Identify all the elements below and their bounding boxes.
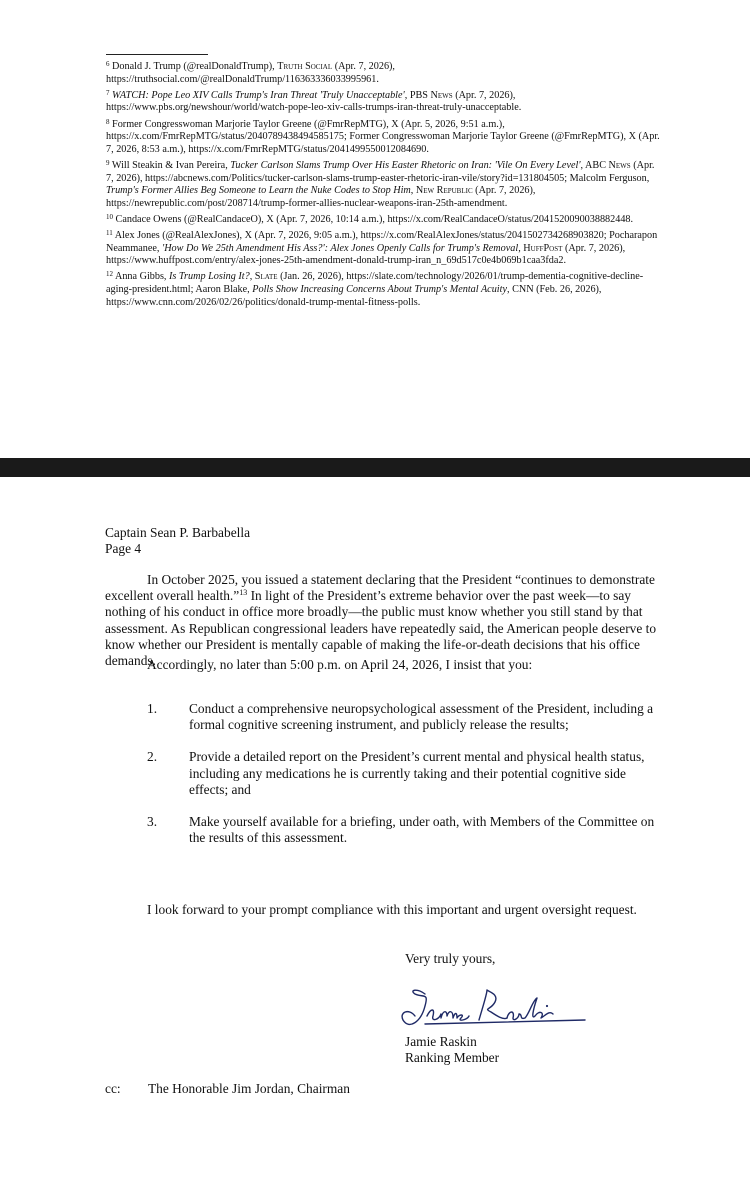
body-paragraph-1: In October 2025, you issued a statement declaring that the President “continues to demonstrate excellent overall health.”$^{13}$ In light of the President’s extreme behavior over the past week—to say nothing of his conduct in office more broadly—the public must know whether you still stand by that assessment. As Republican congressional leaders have repeatedly said, the American people deserve to know whether our President is mentally capable of making the life-or-death decisions that his office demands. [105, 572, 657, 669]
list-item-number: 2. [147, 749, 158, 765]
cc-label: cc: [105, 1081, 121, 1096]
cc-recipient: The Honorable Jim Jordan, Chairman [148, 1081, 350, 1096]
footnotes [106, 61, 661, 313]
list-item [105, 749, 658, 798]
footnote-divider [106, 54, 208, 55]
closing: Very truly yours, [405, 951, 496, 966]
signature [395, 980, 590, 1032]
footnote-6: $^6$ Donald J. Trump (@realDonaldTrump), Truth Social (Apr. 7, 2026), https://truthsocial.com/@realDonaldTrump/116363336033995961. [106, 60, 395, 85]
signer-title: Ranking Member [405, 1050, 500, 1065]
footnote-ref-13: 13 [239, 588, 248, 598]
list-item-text: Provide a detailed report on the President’s current mental and physical health status, including any medications he is currently taking and their potential cognitive side effects; and [189, 749, 645, 797]
footnote-11: $^{11}$ Alex Jones (@RealAlexJones), X (Apr. 7, 2026, 9:05 a.m.), https://x.com/RealAlexJones/status/2041502734268903820; Pocharapon Neammanee, 'How Do We 25th Amendment His Ass?': Alex Jones Openly Calls for Trump's Removal, HuffPost (Apr. 7, 2026), https://www.huffpost.com/entry/alex-jones-25th-amendment-donald-trump-iran_n_69d517c0e4b069b1caa3fda2. [106, 229, 658, 267]
page-divider [0, 458, 750, 477]
list-item [105, 701, 658, 733]
footnote-7: $^7$ WATCH: Pope Leo XIV Calls Trump's Iran Threat 'Truly Unacceptable', PBS News (Apr. 7, 2026), https://www.pbs.org/newshour/world/watch-pope-leo-xiv-calls-trumps-iran-threat-truly-unacceptable. [106, 88, 522, 114]
list-item-text: Conduct a comprehensive neuropsychological assessment of the President, including a formal cognitive screening instrument, and publicly release the results; [189, 701, 654, 733]
body-paragraph-3: I look forward to your prompt compliance with this important and urgent oversight request. [147, 902, 637, 917]
list-item-number: 3. [147, 814, 158, 830]
signer-name: Jamie Raskin [405, 1034, 477, 1049]
footnote-10: $^{10}$ Candace Owens (@RealCandaceO), X (Apr. 7, 2026, 10:14 a.m.), https://x.com/RealCandaceO/status/2041520090038882448. [106, 212, 634, 225]
list-item [105, 814, 658, 846]
page-header [105, 525, 250, 557]
request-list [105, 701, 658, 862]
document-page-top [0, 0, 750, 458]
footnote-12: $^{12}$ Anna Gibbs, Is Trump Losing It?, Slate (Jan. 26, 2026), https://slate.com/technology/2026/01/trump-dementia-cognitive-decline-aging-president.html; Aaron Blake, Polls Show Increasing Concerns About Trump's Mental Acuity, CNN (Feb. 26, 2026), https://www.cnn.com/2026/02/26/politics/donald-trump-mental-fitness-polls. [106, 270, 644, 308]
footnote-8: $^8$ Former Congresswoman Marjorie Taylor Greene (@FmrRepMTG), X (Apr. 5, 2026, 9:51 a.m.), https://x.com/FmrRepMTG/status/2040789438494585175; Former Congresswoman Marjorie Taylor Greene (@FmrRepMTG), X (Apr. 7, 2026, 8:53 a.m.), https://x.com/FmrRepMTG/status/2041499550012084690. [106, 117, 660, 155]
page-number: Page 4 [105, 541, 142, 556]
signer-block [405, 1034, 499, 1066]
list-item-number: 1. [147, 701, 158, 716]
body-paragraph-2: Accordingly, no later than 5:00 p.m. on April 24, 2026, I insist that you: [147, 657, 533, 672]
list-item-text: Make yourself available for a briefing, under oath, with Members of the Committee on the results of this assessment. [189, 814, 655, 846]
recipient-name: Captain Sean P. Barbabella [105, 525, 251, 540]
footnote-9: $^9$ Will Steakin & Ivan Pereira, Tucker Carlson Slams Trump Over His Easter Rhetoric on Iran: 'Vile On Every Level', ABC News (Apr. 7, 2026), https://abcnews.com/Politics/tucker-carlson-slams-trump-easter-rhetoric-iran-vile/story?id=131804505; Malcolm Ferguson, Trump's Former Allies Beg Someone to Learn the Nuke Codes to Stop Him, New Republic (Apr. 7, 2026), https://newrepublic.com/post/208714/trump-former-allies-nuclear-weapons-iran-25th-amendment. [106, 158, 655, 209]
